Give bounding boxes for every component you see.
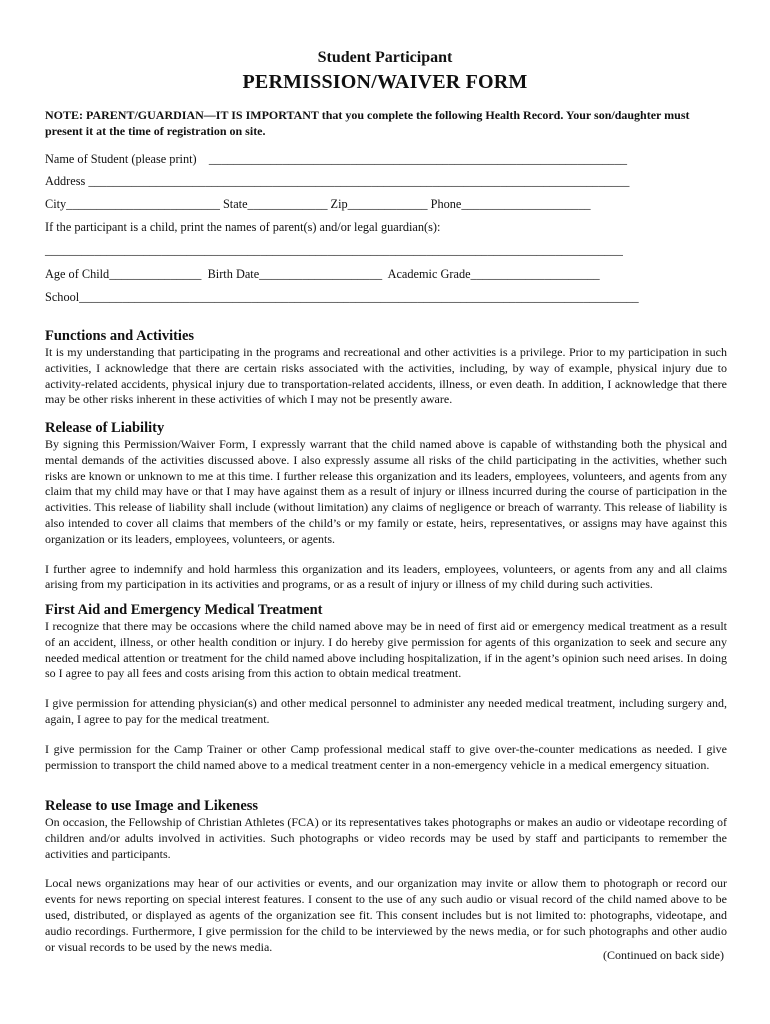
age-birthdate-grade-row[interactable]: Age of Child_______________ Birth Date____________________ Academic Grade_____________________	[45, 267, 600, 281]
section-paragraph: I recognize that there may be occasions where the child named above may be in need of first aid or emergency medical treatment as a result of an accident, illness, or other health condition or injury. I do hereby give permission for agents of this organization to seek and secure any needed medical attention or treatment for the child named above including hospitalization, if in the agent’s opinion such need arises. In doing so I agree to pay all fees and costs arising from this action to obtain medical treatment.	[45, 619, 727, 681]
section-paragraph: By signing this Permission/Waiver Form, I expressly warrant that the child named above is capable of withstanding both the physical and mental demands of the activities discussed above. I also expressly assume all risks of the child participating in the activities, whether such risks are known or unknown to me at this time. I further release this organization and its leaders, employees, volunteers, and agents from any claim that my child may have or that I may have against them as a result of injury or illness incurred during the course of participation in the activities. This release of liability shall include (without limitation) any claims of negligence or breach of warranty. This release of liability is also intended to cover all claims that members of the child’s or my family or estate, heirs, representatives, or assigns may have against this organization or its leaders, employees, volunteers, or agents.	[45, 437, 727, 546]
guardian-note: NOTE: PARENT/GUARDIAN—IT IS IMPORTANT that you complete the following Health Record. Your son/daughter must present it at the time of registration on site.	[45, 108, 690, 138]
section-first-aid	[45, 601, 727, 773]
section-paragraph: I give permission for attending physician(s) and other medical personnel to administer any needed medical treatment, including surgery and, again, I agree to pay for the medical treatment.	[45, 696, 727, 726]
address-field[interactable]: Address ________________________________________________________________________________________	[45, 174, 630, 188]
section-heading: Release to use Image and Likeness	[45, 798, 259, 814]
section-heading: First Aid and Emergency Medical Treatment	[45, 602, 323, 618]
section-heading: Release of Liability	[45, 420, 165, 436]
form-subtitle: Student Participant	[317, 49, 453, 66]
form-title: PERMISSION/WAIVER FORM	[242, 71, 528, 93]
section-paragraph: I give permission for the Camp Trainer or other Camp professional medical staff to give over-the-counter medications as needed. I give permission to transport the child named above to a medical treatment center in a non-emergency vehicle in a medical emergency situation.	[45, 741, 727, 772]
guardian-names-field[interactable]: ______________________________________________________________________________________________	[45, 243, 623, 257]
section-paragraph: It is my understanding that participating in the programs and recreational and other activities is a privilege. Prior to my participation in such activities, I acknowledge that there are certain risks associated with the activities, including, by way of example, physical injury due to activity-related accidents, physical injury due to transportation-related accidents, illness, or even death. In addition, I acknowledge that there may be other risks inherent in these activities of which I may not be presently aware.	[45, 345, 727, 407]
student-name-field[interactable]: Name of Student (please print) ____________________________________________________________________	[45, 152, 628, 166]
section-paragraph: I further agree to indemnify and hold harmless this organization and its leaders, employees, volunteers, or agents from any and all claims arising from my participation in its activities and programs, or as a result of injury or illness of my child during such activities.	[45, 561, 727, 592]
title-block	[0, 48, 770, 94]
city-state-zip-phone-row[interactable]: City_________________________ State_____________ Zip_____________ Phone_____________________	[45, 197, 591, 211]
section-image-likeness	[45, 797, 727, 955]
section-paragraph: On occasion, the Fellowship of Christian Athletes (FCA) or its representatives takes photographs or makes an audio or videotape recording of children and/or adults involved in activities. Such photographs or video records may be used by staff and participants to remember the activities and participants.	[45, 815, 727, 861]
section-paragraph: Local news organizations may hear of our activities or events, and our organization may invite or allow them to photograph or record our events for news reporting on special interest features. I consent to the use of any such audio or visual record of the child named above to be used, distributed, or displayed as agents of the organization see fit. This consent includes but is not limited to: photographs, videotape, and audio recordings. Furthermore, I give permission for the child to be interviewed by the news media, or for such photographs and other audio or visual records to be used by the news media.	[45, 876, 727, 954]
continued-on-back-note: (Continued on back side)	[603, 948, 724, 962]
section-release-of-liability	[45, 419, 727, 593]
school-field[interactable]: School___________________________________________________________________________________________	[45, 290, 639, 304]
guardian-prompt: If the participant is a child, print the names of parent(s) and/or legal guardian(s):	[45, 220, 441, 234]
section-functions-activities	[45, 327, 727, 408]
section-heading: Functions and Activities	[45, 328, 195, 344]
